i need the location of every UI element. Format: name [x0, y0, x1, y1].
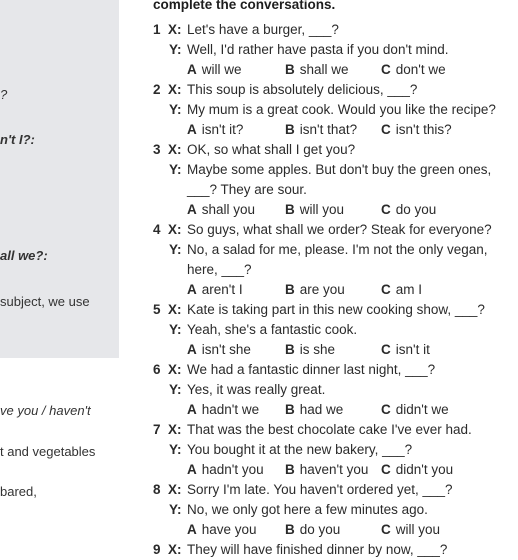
- option-text: hadn't we: [201, 402, 260, 417]
- dialogue-text: That was the best chocolate cake I've ever had.: [187, 422, 472, 437]
- option-letter: B: [285, 202, 295, 217]
- option-text: am I: [395, 282, 423, 297]
- option-letter: B: [285, 402, 295, 417]
- dialogue-text: here, ___?: [187, 262, 252, 277]
- dialogue-line: [0, 100, 518, 120]
- dialogue-line: [0, 80, 518, 100]
- speaker-label: X:: [168, 482, 182, 497]
- answer-option: [187, 200, 255, 220]
- option-text: haven't you: [299, 462, 369, 477]
- options-row: [0, 520, 518, 540]
- options-row: [0, 280, 518, 300]
- answer-option: [285, 200, 344, 220]
- answer-option: [381, 60, 446, 80]
- option-letter: A: [187, 402, 197, 417]
- answer-option: [381, 520, 440, 540]
- dialogue-line: [0, 180, 518, 200]
- option-text: will you: [395, 522, 441, 537]
- dialogue-text: They will have finished dinner by now, ___?: [187, 542, 448, 557]
- option-text: hadn't you: [201, 462, 264, 477]
- answer-option: [187, 280, 243, 300]
- speaker-label: Y:: [169, 442, 182, 457]
- dialogue-line: [0, 300, 518, 320]
- answer-option: [381, 200, 436, 220]
- option-letter: B: [285, 282, 295, 297]
- option-text: do you: [395, 202, 437, 217]
- option-letter: A: [187, 122, 197, 137]
- dialogue-text: Maybe some apples. But don't buy the green ones,: [187, 162, 492, 177]
- options-row: [0, 60, 518, 80]
- option-text: isn't it: [395, 342, 430, 357]
- dialogue-line: [0, 160, 518, 180]
- speaker-label: Y:: [169, 162, 182, 177]
- option-letter: A: [187, 342, 197, 357]
- exercise-instruction: complete the conversations.: [153, 0, 336, 12]
- option-letter: A: [187, 462, 197, 477]
- dialogue-text: Yes, it was really great.: [187, 382, 326, 397]
- option-text: will we: [201, 62, 242, 77]
- dialogue-line: [0, 40, 518, 60]
- option-letter: A: [187, 62, 197, 77]
- item-number: 6: [153, 362, 161, 377]
- option-text: isn't she: [201, 342, 251, 357]
- answer-option: [381, 460, 453, 480]
- left-fragment: ?: [0, 87, 8, 102]
- item-number: 5: [153, 302, 161, 317]
- option-text: are you: [299, 282, 345, 297]
- dialogue-text: Sorry I'm late. You haven't ordered yet, ___?: [187, 482, 453, 497]
- dialogue-text: No, we only got here a few minutes ago.: [187, 502, 428, 517]
- dialogue-text: My mum is a great cook. Would you like the recipe?: [187, 102, 496, 117]
- option-text: will you: [299, 202, 345, 217]
- dialogue-text: OK, so what shall I get you?: [187, 142, 356, 157]
- option-text: do you: [299, 522, 341, 537]
- dialogue-line: [0, 380, 518, 400]
- left-fragment: subject, we use: [0, 294, 90, 309]
- answer-option: [187, 460, 264, 480]
- item-number: 2: [153, 82, 161, 97]
- speaker-label: Y:: [169, 502, 182, 517]
- options-row: [0, 120, 518, 140]
- answer-option: [285, 60, 349, 80]
- option-text: shall we: [299, 62, 349, 77]
- option-text: isn't that?: [299, 122, 358, 137]
- answer-option: [285, 400, 343, 420]
- answer-option: [381, 400, 449, 420]
- option-text: shall you: [201, 202, 256, 217]
- answer-option: [285, 280, 345, 300]
- item-number: 7: [153, 422, 161, 437]
- speaker-label: X:: [168, 542, 182, 557]
- item-number: 4: [153, 222, 161, 237]
- speaker-label: X:: [168, 302, 182, 317]
- answer-option: [381, 120, 452, 140]
- answer-option: [285, 460, 368, 480]
- left-fragment: bared,: [0, 484, 37, 499]
- dialogue-line: [0, 360, 518, 380]
- speaker-label: X:: [168, 362, 182, 377]
- option-text: didn't you: [395, 462, 454, 477]
- answer-option: [285, 520, 340, 540]
- dialogue-line: [0, 320, 518, 340]
- item-number: 9: [153, 542, 161, 557]
- answer-option: [187, 340, 251, 360]
- speaker-label: Y:: [169, 42, 182, 57]
- dialogue-line: [0, 260, 518, 280]
- dialogue-text: So guys, what shall we order? Steak for everyone?: [187, 222, 492, 237]
- speaker-label: X:: [168, 82, 182, 97]
- option-letter: C: [381, 522, 391, 537]
- option-text: didn't we: [395, 402, 449, 417]
- option-text: don't we: [395, 62, 446, 77]
- answer-option: [285, 340, 335, 360]
- option-letter: B: [285, 122, 295, 137]
- option-text: isn't it?: [201, 122, 244, 137]
- dialogue-text: This soup is absolutely delicious, ___?: [187, 82, 418, 97]
- option-letter: B: [285, 62, 295, 77]
- dialogue-text: You bought it at the new bakery, ___?: [187, 442, 413, 457]
- options-row: [0, 400, 518, 420]
- option-letter: A: [187, 202, 197, 217]
- option-text: had we: [299, 402, 344, 417]
- dialogue-line: [0, 540, 518, 560]
- left-fragment: ve you / haven't: [0, 403, 91, 418]
- dialogue-text: No, a salad for me, please. I'm not the only vegan,: [187, 242, 488, 257]
- option-letter: B: [285, 342, 295, 357]
- dialogue-text: Let's have a burger, ___?: [187, 22, 339, 37]
- dialogue-text: ___? They are sour.: [187, 182, 307, 197]
- option-letter: C: [381, 462, 391, 477]
- left-fragment: t and vegetables: [0, 444, 96, 459]
- speaker-label: Y:: [169, 102, 182, 117]
- option-letter: C: [381, 122, 391, 137]
- options-row: [0, 200, 518, 220]
- dialogue-line: [0, 420, 518, 440]
- answer-option: [381, 280, 422, 300]
- options-row: [0, 340, 518, 360]
- option-letter: C: [381, 62, 391, 77]
- dialogue-line: [0, 500, 518, 520]
- speaker-label: X:: [168, 142, 182, 157]
- speaker-label: Y:: [169, 382, 182, 397]
- item-number: 3: [153, 142, 161, 157]
- speaker-label: Y:: [169, 242, 182, 257]
- item-number: 8: [153, 482, 161, 497]
- dialogue-text: Well, I'd rather have pasta if you don't mind.: [187, 42, 449, 57]
- answer-option: [187, 520, 257, 540]
- option-text: have you: [201, 522, 257, 537]
- dialogue-line: [0, 20, 518, 40]
- option-letter: B: [285, 462, 295, 477]
- option-letter: B: [285, 522, 295, 537]
- option-text: aren't I: [201, 282, 243, 297]
- item-number: 1: [153, 22, 161, 37]
- speaker-label: Y:: [169, 322, 182, 337]
- dialogue-text: We had a fantastic dinner last night, ___?: [187, 362, 436, 377]
- dialogue-line: [0, 480, 518, 500]
- option-letter: A: [187, 522, 197, 537]
- option-letter: C: [381, 342, 391, 357]
- dialogue-line: [0, 440, 518, 460]
- left-fragment: n't I?:: [0, 132, 35, 147]
- option-letter: A: [187, 282, 197, 297]
- dialogue-line: [0, 140, 518, 160]
- answer-option: [187, 120, 243, 140]
- answer-option: [285, 120, 357, 140]
- option-text: is she: [299, 342, 336, 357]
- dialogue-line: [0, 240, 518, 260]
- option-letter: C: [381, 282, 391, 297]
- dialogue-text: Yeah, she's a fantastic cook.: [187, 322, 358, 337]
- option-letter: C: [381, 402, 391, 417]
- left-fragment: all we?:: [0, 248, 48, 263]
- speaker-label: X:: [168, 222, 182, 237]
- option-text: isn't this?: [395, 122, 452, 137]
- answer-option: [381, 340, 430, 360]
- option-letter: C: [381, 202, 391, 217]
- speaker-label: X:: [168, 422, 182, 437]
- speaker-label: X:: [168, 22, 182, 37]
- options-row: [0, 460, 518, 480]
- answer-option: [187, 60, 242, 80]
- dialogue-line: [0, 220, 518, 240]
- dialogue-text: Kate is taking part in this new cooking show, ___?: [187, 302, 485, 317]
- answer-option: [187, 400, 259, 420]
